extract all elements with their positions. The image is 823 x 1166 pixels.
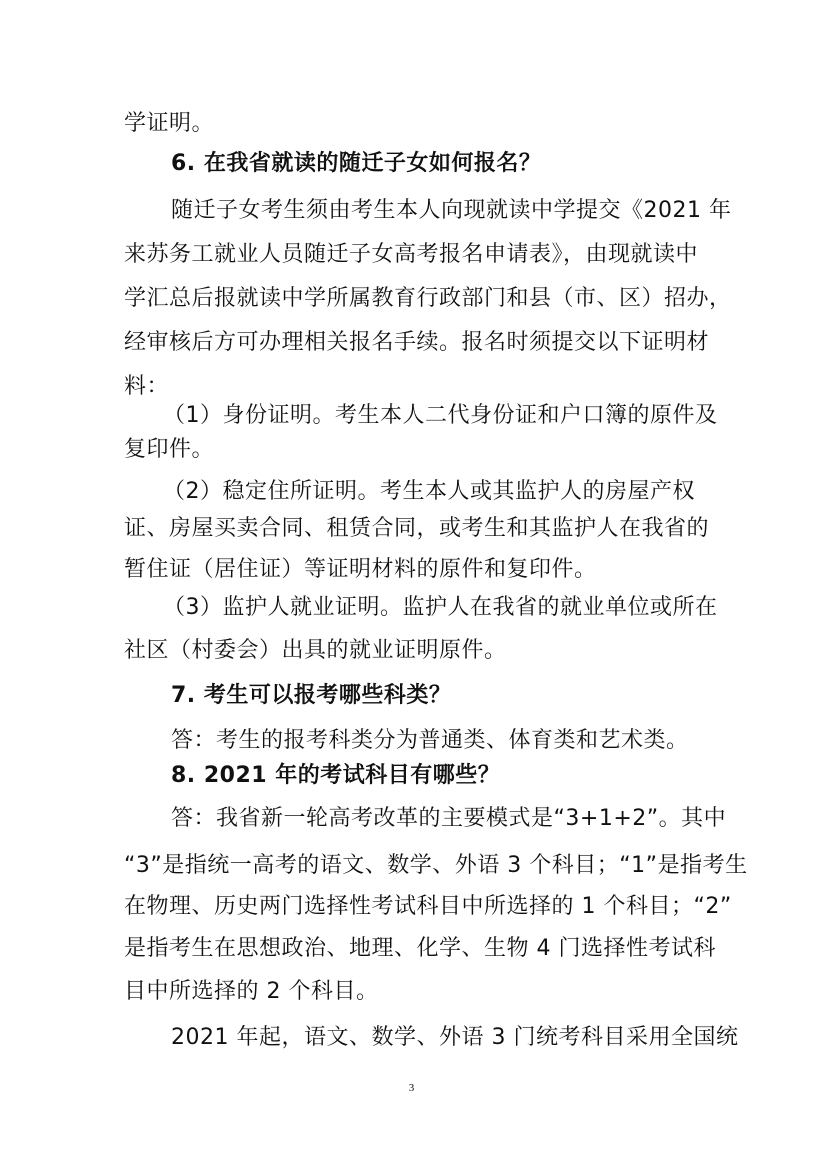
section-heading: 7. 考生可以报考哪些科类？ [171,683,452,708]
text-line: 2021 年起，语文、数学、外语 3 门统考科目采用全国统 [171,1025,739,1050]
text-line: 证、房屋买卖合同、租赁合同，或考生和其监护人在我省的 [124,516,710,541]
text-line: 答：我省新一轮高考改革的主要模式是“3+1+2”。其中 [171,806,727,831]
text-line: 来苏务工就业人员随迁子女高考报名申请表》，由现就读中 [124,242,699,267]
text-line: （1）身份证明。考生本人二代身份证和户口簿的原件及 [163,403,718,428]
text-line: （2）稳定住所证明。考生本人或其监护人的房屋产权 [163,479,695,504]
text-line: （3）监护人就业证明。监护人在我省的就业单位或所在 [163,595,718,620]
text-line: 复印件。 [124,437,215,462]
text-line: 在物理、历史两门选择性考试科目中所选择的 1 个科目；“2” [124,894,732,919]
text-line: 料： [124,374,170,399]
section-heading: 6. 在我省就读的随迁子女如何报名？ [171,151,542,176]
text-line: “3”是指统一高考的语文、数学、外语 3 个科目；“1”是指考生 [124,853,748,878]
text-line: 经审核后方可办理相关报名手续。报名时须提交以下证明材 [124,330,710,355]
section-heading: 8. 2021 年的考试科目有哪些？ [171,763,501,788]
text-line: 暂住证（居住证）等证明材料的原件和复印件。 [124,557,597,582]
text-line: 是指考生在思想政治、地理、化学、生物 4 门选择性考试科 [124,936,716,961]
text-line: 答：考生的报考科类分为普通类、体育类和艺术类。 [171,728,689,753]
text-line: 学证明。 [124,111,215,136]
text-line: 目中所选择的 2 个科目。 [124,979,379,1004]
text-line: 学汇总后报就读中学所属教育行政部门和县（市、区）招办， [124,286,732,311]
text-line: 随迁子女考生须由考生本人向现就读中学提交《2021 年 [171,198,732,223]
page-number: 3 [408,1082,415,1094]
text-line: 社区（村委会）出具的就业证明原件。 [124,638,507,663]
